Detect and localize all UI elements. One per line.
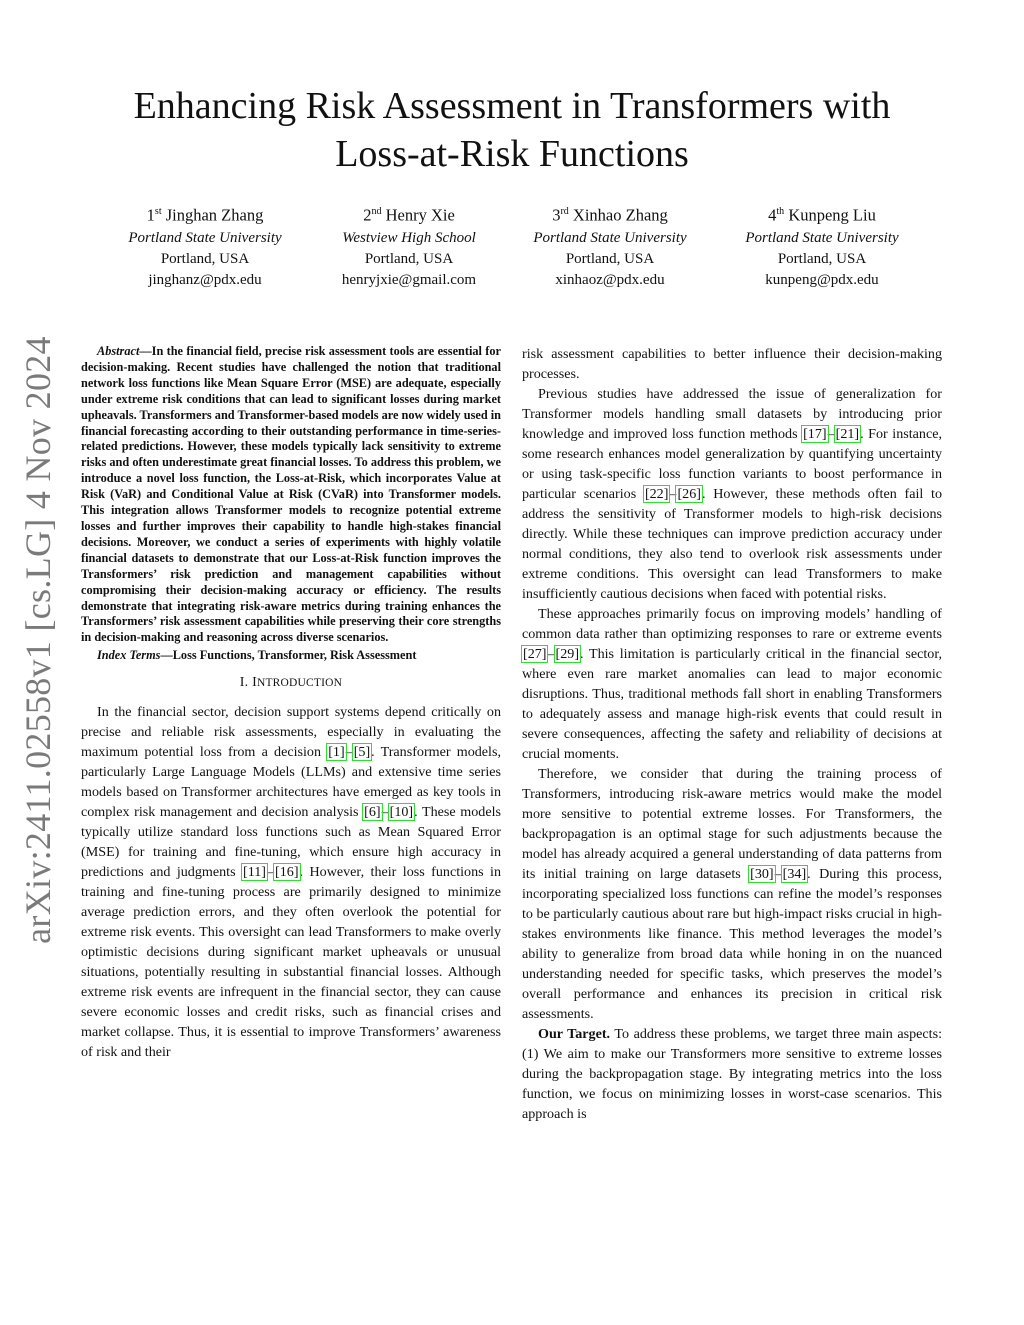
our-target-lead: Our Target. [538,1026,611,1042]
citation-link[interactable]: [34] [782,866,807,882]
author-block-4 [707,200,937,291]
citation-link[interactable]: [17] [803,426,827,442]
author-location: Portland, USA [160,250,250,267]
author-location: Portland, USA [565,250,655,267]
author-location: Portland, USA [777,250,867,267]
arxiv-identifier-stamp [12,336,64,944]
author-email: henryjxie@gmail.com [341,271,477,288]
citation-link[interactable]: [11] [243,864,266,881]
citation-link[interactable]: [16] [275,864,299,881]
title-line-1: Enhancing Risk Assessment in Transformers with [133,85,891,127]
section-heading-introduction: I. INTRODUCTION [239,675,343,691]
author-name-line: 4th Kunpeng Liu [768,205,876,225]
body-paragraph-previous-studies: Previous studies have addressed the issue of generalization for Transformer models handling small datasets by introducing prior knowledge and improved loss function methods [17]–[21]. For instance, some research enhances model generalization by quantifying uncertainty or using task-specific loss function variants to boost performance in particular scenarios [22]–[26]. However, these methods often fail to address the sensitivity of Transformer models to high-risk decisions directly. While these techniques can improve prediction accuracy under normal conditions, they also tend to overlook risk assessments under extreme conditions. This oversight can lead Transformers to make insufficiently cautious decisions when faced with potential risks. [522,386,942,602]
author-block-3 [495,200,725,291]
author-name-line: 2nd Henry Xie [363,205,455,225]
author-affiliation: Portland State University [533,229,687,246]
continued-paragraph: risk assessment capabilities to better influence their decision-making processes. [522,346,942,382]
citation-link[interactable]: [1] [328,744,345,761]
author-location: Portland, USA [364,250,454,267]
body-paragraph-approaches: These approaches primarily focus on improving models’ handling of common data rather than optimizing responses to rare or extreme events [27]–[29]. This limitation is particularly critical in the financial sector, where even rare market anomalies can lead to major economic disruptions. Thus, traditional methods fall short in enabling Transformers to adequately assess and manage high-risk events that could result in severe consequences, affecting the safety and reliability of decisions at crucial moments. [522,606,942,762]
title-line-2: Loss-at-Risk Functions [335,133,689,175]
author-name-line: 3rd Xinhao Zhang [552,205,668,225]
citation-link[interactable]: [27] [523,646,547,662]
index-terms-paragraph [81,647,501,663]
intro-paragraph-1: In the financial sector, decision support systems depend critically on precise and reliable risk assessments, especially in evaluating the maximum potential loss from a decision [1]–[5]. Transformer models, particularly Large Language Models (LLMs) and extensive time series models based on Transformer architectures have emerged as key tools in complex risk management and decision analysis [6]–[10]. These models typically utilize standard loss functions such as Mean Squared Error (MSE) for training and fine-tuning, which ensure high accuracy in predictions and judgments [11]–[16]. However, their loss functions in training and fine-tuning process are primarily designed to minimize average prediction errors, and they often overlook the potential for extreme risk events. This oversight can lead Transformers to make overly optimistic decisions during significant market upheavals or unusual situations, potentially resulting in substantial financial losses. Although extreme risk events are infrequent in the financial sector, they can cause severe economic losses and credit risks, such as financial crises and market collapse. Thus, it is essential to improve Transformers’ awareness of risk and their [81,704,502,1061]
author-name-line: 1st Jinghan Zhang [146,205,264,225]
author-affiliation: Portland State University [128,229,282,246]
author-block-1 [90,200,320,291]
citation-link[interactable]: [22] [644,486,669,502]
citation-link[interactable]: [21] [835,426,860,442]
abstract-label: Abstract [97,344,140,358]
abstract-paragraph [81,344,501,646]
citation-link[interactable]: [26] [677,486,701,502]
citation-link[interactable]: [5] [353,744,371,761]
right-column [522,344,942,1124]
citation-link[interactable]: [6] [364,804,381,821]
arxiv-stamp-text: arXiv:2411.02558v1 [cs.LG] 4 Nov 2024 [18,336,58,944]
author-email: jinghanz@pdx.edu [148,271,262,288]
author-email: kunpeng@pdx.edu [765,271,879,288]
author-affiliation: Portland State University [745,229,899,246]
citation-link[interactable]: [30] [750,866,774,882]
body-paragraph-our-target: Our Target. To address these problems, we target three main aspects: (1) We aim to make our Transformers more sensitive to extreme losses during the backpropagation stage. By integrating metrics into the loss function, we focus on minimizing losses in worst-case scenarios. This approach is [522,1026,942,1122]
citation-link[interactable]: [10] [389,804,414,821]
paper-title [80,82,944,178]
author-block-2 [294,200,524,291]
citation-link[interactable]: [29] [555,646,580,662]
author-email: xinhaoz@pdx.edu [555,271,665,288]
left-column [81,344,501,1062]
author-affiliation: Westview High School [342,229,476,246]
index-terms-text: —Loss Functions, Transformer, Risk Assessment [160,648,417,663]
body-paragraph-therefore: Therefore, we consider that during the training process of Transformers, introducing risk-aware metrics would make the model more sensitive to potential extreme losses. For Transformers, the backpropagation is an optimal stage for such adjustments because the model has already acquired a general understanding of data patterns from its initial training on large datasets [30]–[34]. During this process, incorporating specialized loss functions can refine the model’s responses to be particularly cautious about rare but high-impact risks crucial in high-stakes environments like finance. This method leverages the model’s ability to generalize from broad data while honing in on the nuanced understanding needed for specific tasks, which preserves the model’s overall performance and enhances its precision in critical risk assessments. [522,766,942,1022]
index-terms-label: Index Terms [97,648,161,663]
abstract-text: —In the financial field, precise risk assessment tools are essential for decision-making. Recent studies have challenged the notion that traditional network loss functions like Mean Square Error (MSE) are adequate, especially under extreme risk conditions that can lead to significant losses during market upheavals. Transformers and Transformer-based models are now widely used in financial forecasting according to their outstanding performance in time-series-related predictions. However, these models typically lack sensitivity to extreme risks and often underestimate great financial losses. To address this problem, we introduce a novel loss function, the Loss-at-Risk, which incorporates Value at Risk (VaR) and Conditional Value at Risk (CVaR) into Transformer models. This integration allows Transformer models to recognize potential extreme losses and further improves their capability to handle high-stakes financial decisions. Moreover, we conduct a series of experiments with highly volatile financial datasets to demonstrate that our Loss-at-Risk function improves the Transformers’ risk prediction and management capabilities without compromising their decision-making accuracy or efficiency. The results demonstrate that integrating risk-aware metrics during training enhances the Transformers’ risk assessment capabilities while preserving their core strengths in decision-making and reasoning across diverse scenarios. [81,344,501,645]
